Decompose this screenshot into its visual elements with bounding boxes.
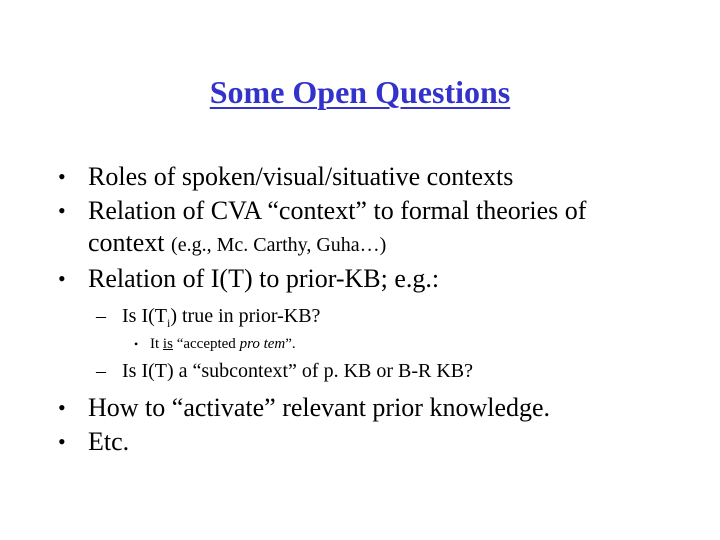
bullet-icon: •	[58, 429, 66, 454]
subbullet-text: Is I(T) a “subcontext” of p. KB or B-R KB?	[122, 360, 474, 382]
subbullet-text: Is $I(T_i)$ true in prior-KB?	[122, 305, 321, 330]
bullet-icon: •	[134, 337, 139, 351]
subsubbullet-text: It is “accepted pro tem”.	[150, 336, 296, 352]
dash-icon: –	[96, 360, 106, 382]
bullet-icon: •	[58, 198, 66, 223]
bullet-icon: •	[58, 164, 66, 189]
bullet-text: Etc.	[88, 427, 130, 456]
bullet-text: How to “activate” relevant prior knowledge.	[88, 393, 551, 422]
bullet-text: Relation of CVA “context” to formal theories of	[88, 196, 587, 225]
bullet-text: Roles of spoken/visual/situative contexts	[88, 162, 514, 191]
slide-title: Some Open Questions	[209, 74, 511, 110]
dash-icon: –	[96, 305, 106, 327]
bullet-text-continuation: context (e.g., Mc. Carthy, Guha…)	[88, 228, 387, 257]
bullet-icon: •	[58, 266, 66, 291]
bullet-icon: •	[58, 395, 66, 420]
bullet-text: Relation of I(T) to prior-KB; e.g.:	[88, 264, 440, 293]
